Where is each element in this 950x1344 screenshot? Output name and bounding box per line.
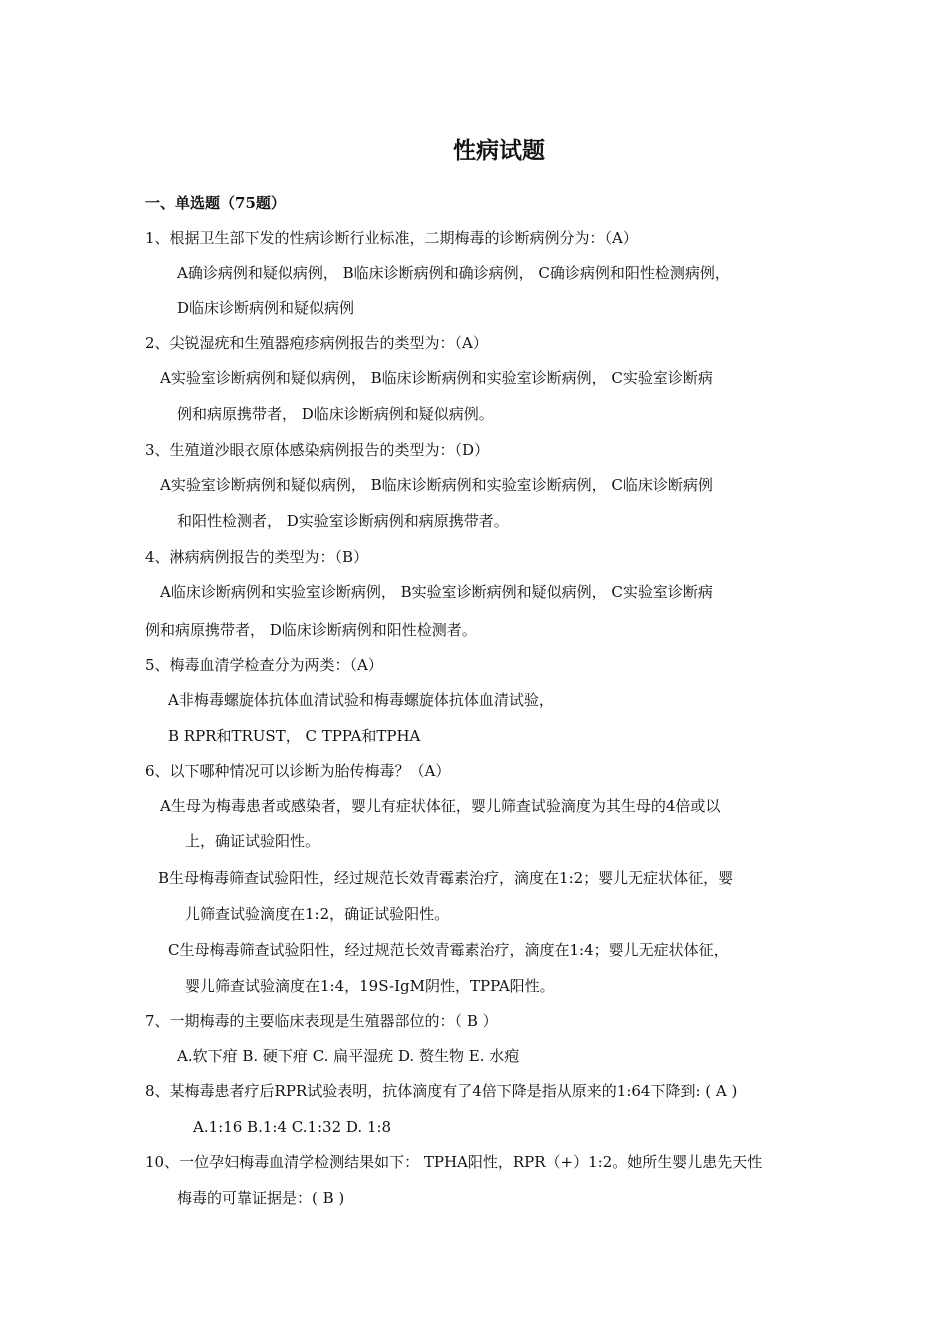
question-5: 5、梅毒血清学检查分为两类：（A）: [145, 656, 383, 674]
question-6-option-c-cont: 婴儿筛查试验滴度在1:4，19S-IgM阴性，TPPA阳性。: [185, 977, 555, 995]
question-4-options: A临床诊断病例和实验室诊断病例， B实验室诊断病例和疑似病例， C实验室诊断病: [160, 583, 713, 601]
question-3-options: A实验室诊断病例和疑似病例， B临床诊断病例和实验室诊断病例， C临床诊断病例: [160, 476, 713, 494]
question-1-options-cont: D临床诊断病例和疑似病例: [177, 299, 355, 317]
question-6-option-b-cont: 儿筛查试验滴度在1:2，确证试验阳性。: [185, 905, 450, 923]
question-7-options: A.软下疳 B. 硬下疳 C. 扁平湿疣 D. 赘生物 E. 水疱: [177, 1047, 520, 1065]
question-6-option-a: A生母为梅毒患者或感染者，婴儿有症状体征，婴儿筛查试验滴度为其生母的4倍或以: [160, 797, 721, 815]
question-5-options-cont: B RPR和TRUST， C TPPA和TPHA: [168, 727, 421, 745]
question-1: 1、根据卫生部下发的性病诊断行业标准，二期梅毒的诊断病例分为：（A）: [145, 229, 638, 247]
question-3: 3、生殖道沙眼衣原体感染病例报告的类型为：（D）: [145, 441, 490, 459]
question-10: 10、一位孕妇梅毒血清学检测结果如下： TPHA阳性，RPR（+）1:2。她所生婴儿患先天性: [145, 1153, 763, 1171]
question-4: 4、淋病病例报告的类型为：（B）: [145, 548, 369, 566]
question-2: 2、尖锐湿疣和生殖器疱疹病例报告的类型为：（A）: [145, 334, 488, 352]
question-7: 7、一期梅毒的主要临床表现是生殖器部位的：（ B ）: [145, 1012, 498, 1030]
question-2-options-cont: 例和病原携带者， D临床诊断病例和疑似病例。: [177, 405, 494, 423]
question-6-option-c: C生母梅毒筛查试验阳性，经过规范长效青霉素治疗，滴度在1:4；婴儿无症状体征，: [168, 941, 729, 959]
question-5-options: A非梅毒螺旋体抗体血清试验和梅毒螺旋体抗体血清试验，: [168, 691, 554, 709]
question-6-option-a-cont: 上，确证试验阳性。: [185, 832, 321, 850]
question-2-options: A实验室诊断病例和疑似病例， B临床诊断病例和实验室诊断病例， C实验室诊断病: [160, 369, 713, 387]
question-8: 8、某梅毒患者疗后RPR试验表明，抗体滴度有了4倍下降是指从原来的1:64下降到: ( A ): [145, 1082, 738, 1100]
question-10-cont: 梅毒的可靠证据是：( B ): [177, 1189, 345, 1207]
question-6: 6、以下哪种情况可以诊断为胎传梅毒？（A）: [145, 762, 451, 780]
question-1-options: A确诊病例和疑似病例， B临床诊断病例和确诊病例， C确诊病例和阳性检测病例，: [177, 264, 730, 282]
question-8-options: A.1:16 B.1:4 C.1:32 D. 1:8: [193, 1118, 392, 1136]
document-title: 性病试题: [453, 137, 545, 164]
question-4-options-cont: 例和病原携带者， D临床诊断病例和阳性检测者。: [145, 621, 477, 639]
question-3-options-cont: 和阳性检测者， D实验室诊断病例和病原携带者。: [177, 512, 509, 530]
question-6-option-b: B生母梅毒筛查试验阳性，经过规范长效青霉素治疗，滴度在1:2；婴儿无症状体征，婴: [158, 869, 734, 887]
section-heading: 一、单选题（75题）: [145, 194, 286, 212]
